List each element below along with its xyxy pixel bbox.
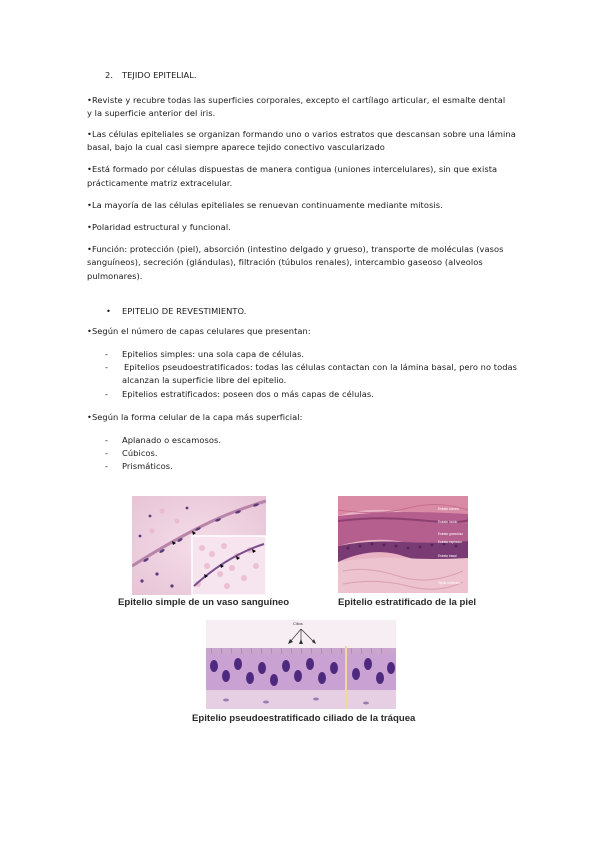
skin-label-connective: Tejido conectivo — [438, 581, 461, 585]
heading-number: 2. — [105, 70, 114, 80]
paragraph-1-line-2: y la superficie anterior del iris. — [87, 108, 216, 118]
pseudostratified-trachea-caption: Epitelio pseudoestratificado ciliado de la tráquea — [192, 713, 416, 724]
trachea-cilia-label: Cilios — [293, 621, 303, 626]
paragraph-3-line-2: prácticamente matriz extracelular. — [87, 178, 233, 188]
layers-item-3: Epitelios estratificados: poseen dos o más capas de células. — [122, 389, 374, 399]
paragraph-2-line-2: basal, bajo la cual casi siempre aparece tejido conectivo vascularizado — [87, 142, 385, 152]
layers-item-1-dash: - — [105, 349, 109, 359]
skin-label-lucidum: Estrato lúcido — [438, 520, 458, 524]
heading-title: TEJIDO EPITELIAL. — [122, 70, 197, 80]
layers-item-2-line-1: Epitelios pseudoestratificados: todas las células contactan con la lámina basal, pero no todas — [124, 362, 518, 372]
shape-item-2-dash: - — [105, 448, 109, 458]
paragraph-6-line-1: •Función: protección (piel), absorción (intestino delgado y grueso), transporte de moléculas (vasos — [87, 244, 504, 254]
shape-item-1: Aplanado o escamosos. — [122, 435, 222, 445]
stratified-skin-caption: Epitelio estratificado de la piel — [338, 597, 477, 608]
layers-item-2-line-2: alcanzan la superficie libre del epitelio. — [122, 375, 287, 385]
paragraph-1-line-1: •Reviste y recubre todas las superficies corporales, excepto el cartílago articular, el esmalte dental — [87, 95, 506, 105]
shape-item-1-dash: - — [105, 435, 109, 445]
skin-label-granulosum: Estrato granuloso — [438, 532, 463, 536]
section-title: EPITELIO DE REVESTIMIENTO. — [122, 306, 247, 316]
simple-epithelium-caption: Epitelio simple de un vaso sanguíneo — [118, 597, 290, 608]
layers-item-3-dash: - — [105, 389, 109, 399]
shape-item-3-dash: - — [105, 461, 109, 471]
paragraph-4-line-1: •La mayoría de las células epiteliales se renuevan continuamente mediante mitosis. — [87, 200, 443, 210]
shape-intro: •Según la forma celular de la capa más superficial: — [87, 412, 303, 422]
paragraph-5-line-1: •Polaridad estructural y funcional. — [87, 222, 231, 232]
layers-intro: •Según el número de capas celulares que presentan: — [87, 326, 311, 336]
paragraph-6-line-2: sanguíneos), secreción (glándulas), filtración (túbulos renales), intercambio gaseoso (alveolos — [87, 257, 483, 267]
shape-item-2: Cúbicos. — [122, 448, 158, 458]
paragraph-2-line-1: •Las células epiteliales se organizan formando uno o varios estratos que descansan sobre una lámina — [87, 129, 516, 139]
paragraph-3-line-1: •Está formado por células dispuestas de manera contigua (uniones intercelulares), sin que exista — [87, 164, 498, 174]
skin-label-basale: Estrato basal — [438, 554, 457, 558]
layers-item-2-dash: - — [105, 362, 109, 372]
stratified-skin-micrograph — [338, 496, 468, 593]
skin-label-corneum: Estrato córneo — [438, 507, 459, 511]
skin-label-spinosum: Estrato espinoso — [438, 540, 462, 544]
paragraph-6-line-3: pulmonares). — [87, 271, 143, 281]
simple-epithelium-micrograph — [132, 496, 266, 595]
section-bullet: • — [106, 306, 111, 316]
layers-item-1: Epitelios simples: una sola capa de células. — [122, 349, 305, 359]
shape-item-3: Prismáticos. — [122, 461, 173, 471]
pseudostratified-trachea-micrograph — [206, 620, 396, 709]
